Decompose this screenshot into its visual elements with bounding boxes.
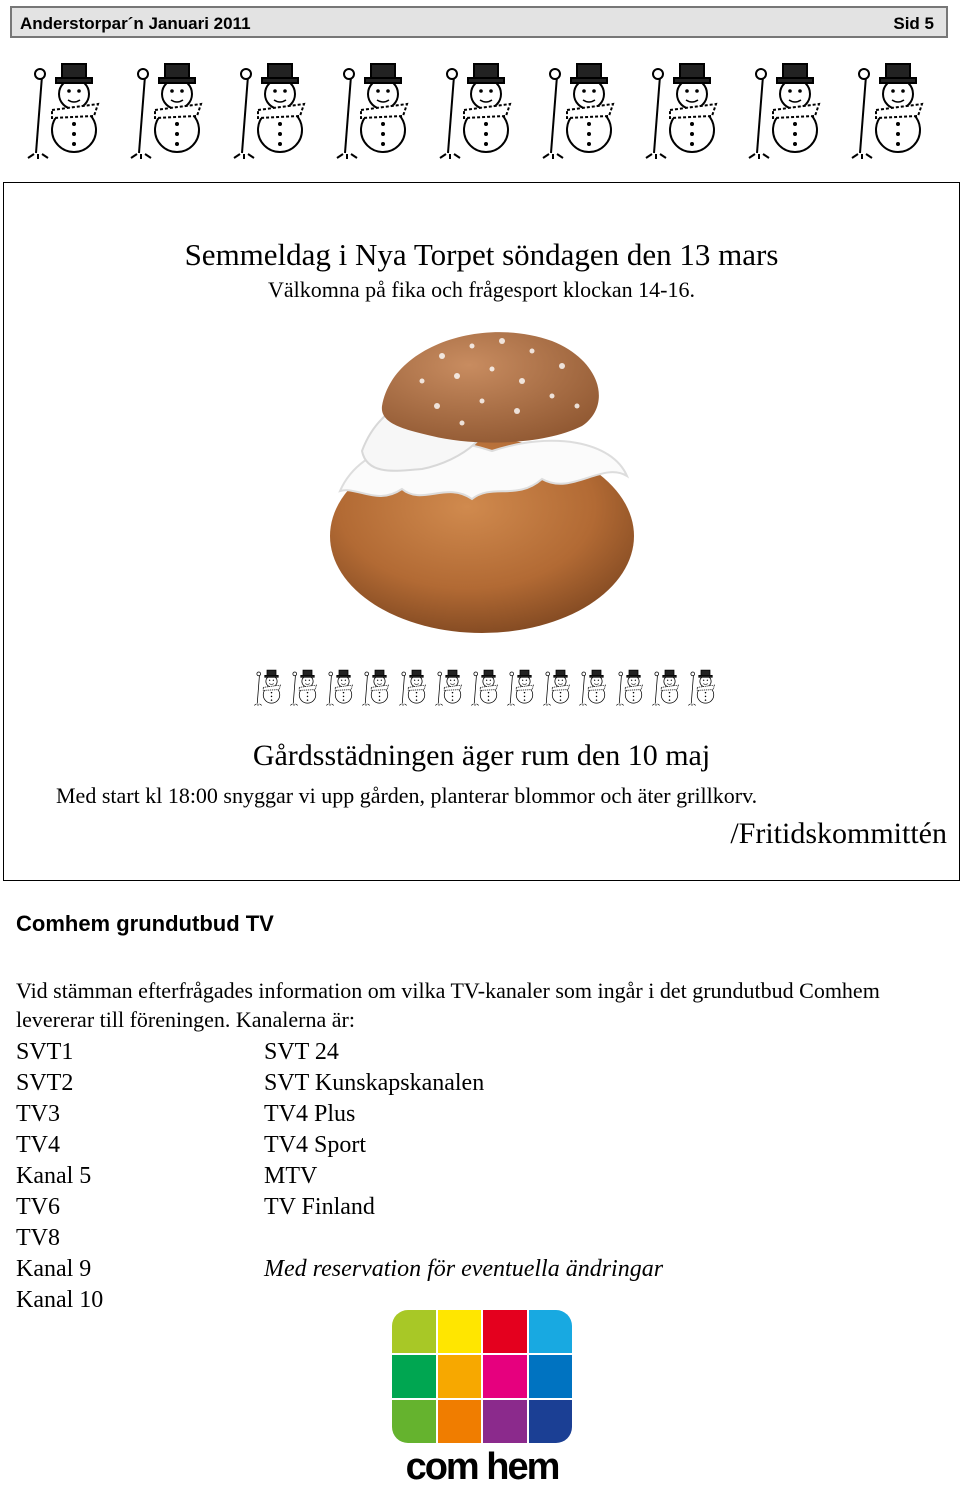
snowman-icon	[324, 665, 360, 709]
snowman-icon	[743, 58, 839, 160]
snowman-icon	[537, 58, 633, 160]
snowman-icon	[650, 665, 686, 709]
comhem-intro: Vid stämman efterfrågades information om vilka TV-kanaler som ingår i det grundutbud Comhem levererar till föreningen. Kanalerna är:	[16, 978, 880, 1032]
event-box	[3, 182, 960, 881]
snowman-icon	[640, 58, 736, 160]
channel-item: SVT2	[16, 1070, 74, 1096]
channel-item: TV4 Sport	[264, 1132, 366, 1158]
logo-tile	[529, 1400, 573, 1443]
logo-tile	[438, 1400, 482, 1443]
snowman-icon	[469, 665, 505, 709]
snowman-icon	[288, 665, 324, 709]
channel-item: SVT Kunskapskanalen	[264, 1070, 485, 1096]
gardsstadning-title: Gårdsstädningen äger rum den 10 maj	[252, 739, 711, 772]
snowman-icon	[125, 58, 221, 160]
snowman-divider	[252, 665, 722, 709]
snowman-icon	[541, 665, 577, 709]
comhem-title: Comhem grundutbud TV	[16, 911, 274, 936]
logo-tile	[392, 1310, 436, 1353]
channel-item: TV8	[16, 1225, 60, 1251]
channel-item: Kanal 9	[16, 1256, 92, 1282]
newsletter-title: Anderstorpar´n Januari 2011	[20, 14, 251, 33]
channel-list-right	[264, 1037, 663, 1285]
logo-tile	[529, 1355, 573, 1398]
semmeldag-title: Semmeldag i Nya Torpet söndagen den 13 mars	[184, 237, 779, 272]
logo-tile	[438, 1310, 482, 1353]
channel-item: TV4 Plus	[264, 1101, 356, 1127]
snowman-icon	[397, 665, 433, 709]
logo-tile	[483, 1400, 527, 1443]
channel-item: TV Finland	[264, 1194, 375, 1220]
gardsstadning-text: Med start kl 18:00 snyggar vi upp gården, planterar blommor och äter grillkorv.	[56, 783, 758, 808]
channel-list-left	[16, 1037, 103, 1316]
channel-item: TV4	[16, 1132, 60, 1158]
channel-item: SVT 24	[264, 1039, 339, 1065]
snowman-icon	[434, 58, 530, 160]
channel-item: Kanal 5	[16, 1163, 92, 1189]
logo-tile	[392, 1400, 436, 1443]
semla-image	[322, 311, 642, 636]
channel-item: SVT1	[16, 1039, 74, 1065]
snowman-icon	[22, 58, 118, 160]
reservation-note: Med reservation för eventuella ändringar	[264, 1256, 664, 1282]
snowman-icon	[228, 58, 324, 160]
snowman-icon	[360, 665, 396, 709]
page-number: Sid 5	[893, 14, 934, 33]
logo-tile	[529, 1310, 573, 1353]
page-header	[10, 6, 948, 38]
logo-tile	[392, 1355, 436, 1398]
channel-item: Kanal 10	[16, 1287, 104, 1313]
signature: /Fritidskommittén	[730, 817, 947, 850]
comhem-logo-text: com hem	[405, 1446, 559, 1488]
logo-tile	[483, 1355, 527, 1398]
logo-tile	[483, 1310, 527, 1353]
semmeldag-subtitle: Välkomna på fika och frågesport klockan 14-16.	[267, 277, 696, 302]
comhem-logo-grid	[392, 1310, 572, 1443]
snowman-icon	[331, 58, 427, 160]
snowman-icon	[433, 665, 469, 709]
snowman-icon	[577, 665, 613, 709]
snowman-border	[22, 58, 942, 160]
logo-tile	[438, 1355, 482, 1398]
snowman-icon	[686, 665, 722, 709]
channel-item: MTV	[264, 1163, 318, 1189]
channel-item: TV6	[16, 1194, 60, 1220]
snowman-icon	[614, 665, 650, 709]
channel-spacer	[264, 1223, 663, 1254]
snowman-icon	[252, 665, 288, 709]
snowman-icon	[846, 58, 942, 160]
channel-item: TV3	[16, 1101, 60, 1127]
snowman-icon	[505, 665, 541, 709]
comhem-logo	[392, 1310, 572, 1486]
